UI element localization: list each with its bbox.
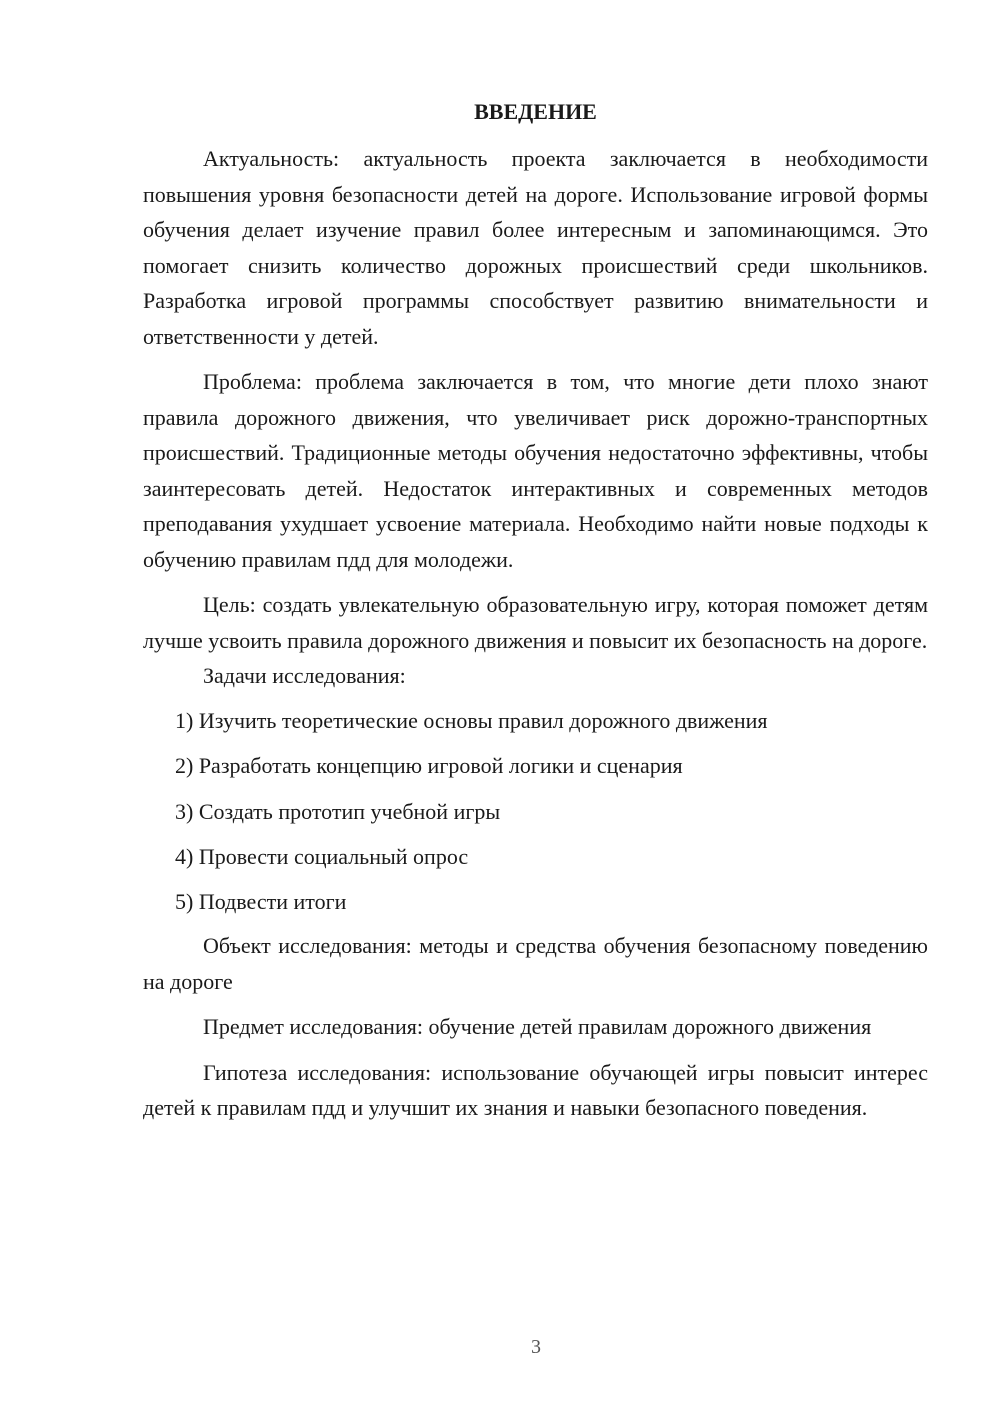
page-number: 3 [531, 1336, 541, 1358]
page-title: ВВЕДЕНИЕ [474, 99, 597, 124]
task-item-4: 4) Провести социальный опрос [175, 843, 469, 869]
subject-paragraph: Предмет исследования: обучение детей правилам дорожного движения [203, 1014, 872, 1040]
task-item-5: 5) Подвести итоги [175, 888, 347, 914]
tasks-heading: Задачи исследования: [203, 663, 406, 688]
task-item-1: 1) Изучить теоретические основы правил дорожного движения [175, 708, 768, 734]
relevance-paragraph: Актуальность: актуальность проекта заключается в необходимости повышения уровня безопасности детей на дороге. Использование игровой формы обучения делает изучение правил более интересным и запоминающимся. Это помогает снизить количество дорожных происшествий среди школьников. Разработка игровой программы способствует развитию внимательности и ответственности у детей. [143, 146, 928, 349]
task-list [143, 703, 928, 919]
task-item-3: 3) Создать прототип учебной игры [175, 798, 501, 824]
goal-paragraph: Цель: создать увлекательную образовательную игру, которая поможет детям лучше усвоить правила дорожного движения и повысит их безопасность на дороге. [143, 592, 928, 653]
hypothesis-paragraph: Гипотеза исследования: использование обучающей игры повысит интерес детей к правилам пдд и улучшит их знания и навыки безопасного поведения. [143, 1059, 928, 1121]
object-paragraph: Объект исследования: методы и средства обучения безопасному поведению на дороге [143, 933, 928, 994]
document-body [143, 141, 928, 1126]
task-item-2: 2) Разработать концепцию игровой логики и сценария [175, 753, 683, 779]
problem-paragraph: Проблема: проблема заключается в том, что многие дети плохо знают правила дорожного движения, что увеличивает риск дорожно-транспортных происшествий. Традиционные методы обучения недостаточно эффективны, чтобы заинтересовать детей. Недостаток интерактивных и современных методов преподавания ухудшает усвоение материала. Необходимо найти новые подходы к обучению правилам пдд для молодежи. [143, 369, 928, 572]
